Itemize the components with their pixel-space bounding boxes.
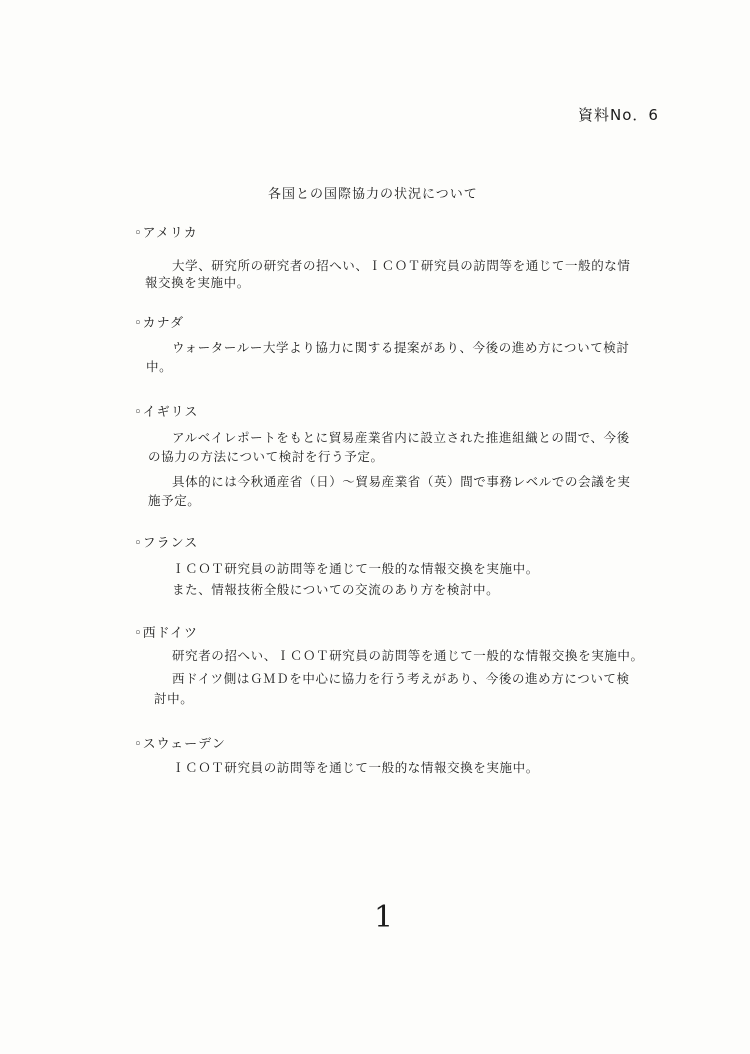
america-line-1: 大学、研究所の研究者の招へい、ＩＣＯＴ研究員の訪問等を通じて一般的な情: [172, 258, 631, 273]
document-number: 資料No．6: [578, 106, 659, 124]
west-germany-line-3: 討中。: [154, 691, 194, 706]
country-heading-sweden: ◦スウェーデン: [134, 737, 226, 752]
america-line-2: 報交換を実施中。: [145, 275, 250, 290]
canada-line-2: 中。: [146, 359, 173, 374]
france-line-2: また、情報技術全般についての交流のあり方を検討中。: [172, 582, 500, 597]
country-heading-uk: ◦イギリス: [134, 405, 199, 420]
country-heading-canada: ◦カナダ: [134, 316, 185, 331]
west-germany-line-2: 西ドイツ側はＧＭＤを中心に協力を行う考えがあり、今後の進め方について検: [172, 671, 630, 686]
uk-line-2: の協力の方法について検討を行う予定。: [148, 449, 384, 464]
france-line-1: ＩＣＯＴ研究員の訪問等を通じて一般的な情報交換を実施中。: [172, 561, 539, 576]
sweden-line-1: ＩＣＯＴ研究員の訪問等を通じて一般的な情報交換を実施中。: [172, 760, 539, 775]
uk-line-4: 施予定。: [148, 493, 201, 508]
canada-line-1: ウォータールー大学より協力に関する提案があり、今後の進め方について検討: [172, 340, 630, 355]
country-heading-america: ◦アメリカ: [134, 226, 198, 241]
uk-line-1: アルベイレポートをもとに貿易産業省内に設立された推進組織との間で、今後: [172, 430, 630, 445]
west-germany-line-1: 研究者の招へい、ＩＣＯＴ研究員の訪問等を通じて一般的な情報交換を実施中。: [172, 648, 644, 663]
country-heading-france: ◦フランス: [134, 536, 199, 551]
document-title: 各国との国際協力の状況について: [268, 187, 478, 202]
page-number: 1: [374, 900, 394, 935]
uk-line-3: 具体的には今秋通産省（日）～貿易産業省（英）間で事務レベルでの会議を実: [172, 474, 631, 489]
country-heading-west-germany: ◦西ドイツ: [134, 626, 199, 641]
